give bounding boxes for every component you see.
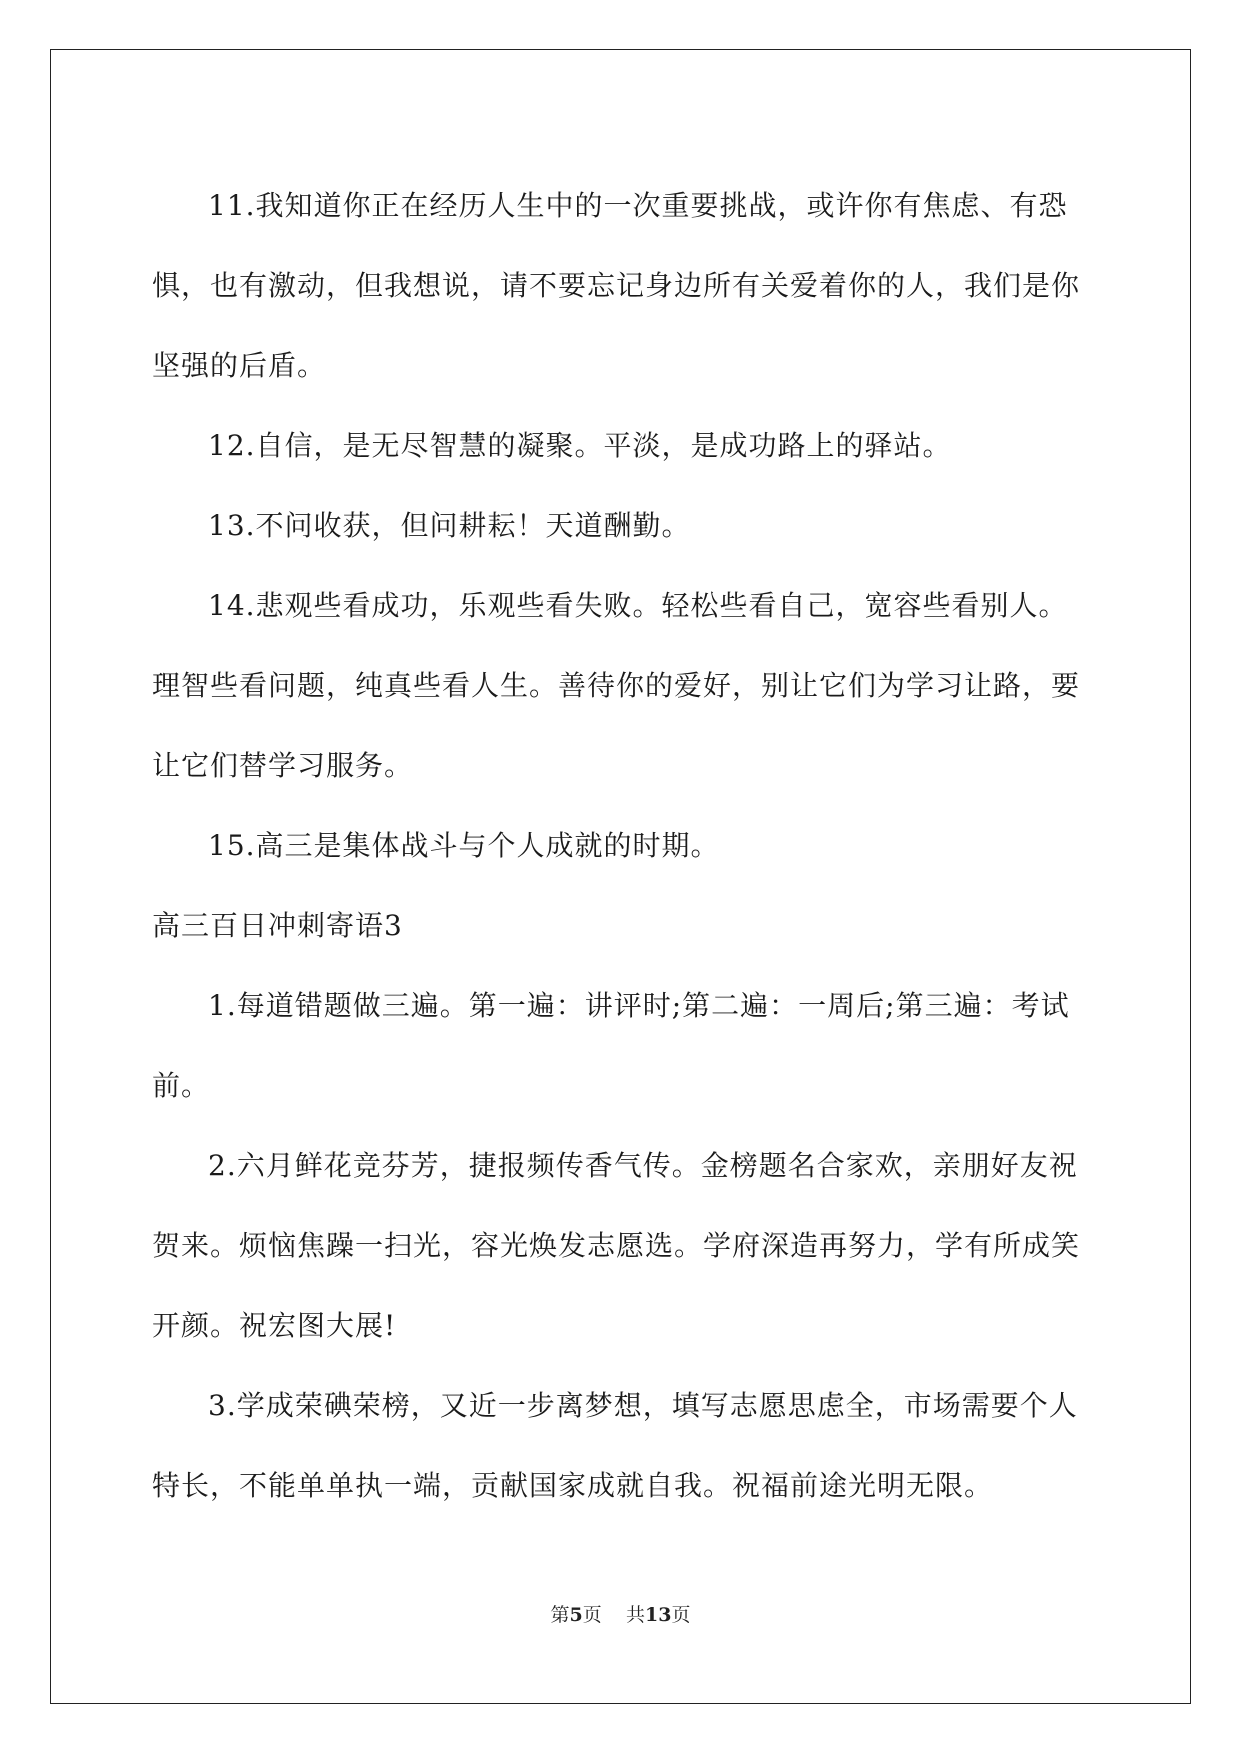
footer-current-page: 5 (569, 1604, 583, 1626)
section-paragraph-3: 3.学成荣碘荣榜，又近一步离梦想，填写志愿思虑全，市场需要个人特长，不能单单执一端，贡献国家成就自我。祝福前途光明无限。 (152, 1389, 1078, 1502)
footer-page-unit: 页 (582, 1604, 602, 1626)
page-footer (0, 1602, 1241, 1628)
footer-total-prefix: 共 (625, 1604, 645, 1626)
footer-prefix: 第 (550, 1604, 570, 1626)
paragraph-15: 15.高三是集体战斗与个人成就的时期。 (208, 829, 720, 862)
paragraph-14: 14.悲观些看成功，乐观些看失败。轻松些看自己，宽容些看别人。理智些看问题，纯真些看人生。善待你的爱好，别让它们为学习让路，要让它们替学习服务。 (152, 589, 1081, 782)
section-paragraph-2: 2.六月鲜花竞芬芳，捷报频传香气传。金榜题名合家欢，亲朋好友祝贺来。烦恼焦躁一扫光，容光焕发志愿选。学府深造再努力，学有所成笑开颜。祝宏图大展! (152, 1149, 1081, 1342)
section-heading: 高三百日冲刺寄语3 (152, 909, 403, 942)
paragraph-12: 12.自信，是无尽智慧的凝聚。平淡，是成功路上的驿站。 (208, 429, 952, 462)
paragraph-11: 11.我知道你正在经历人生中的一次重要挑战，或许你有焦虑、有恐惧，也有激动，但我想说，请不要忘记身边所有关爱着你的人，我们是你坚强的后盾。 (152, 189, 1081, 382)
footer-total-pages: 13 (644, 1604, 672, 1626)
paragraph-13: 13.不问收获，但问耕耘！天道酬勤。 (208, 509, 691, 542)
section-paragraph-1: 1.每道错题做三遍。第一遍：讲评时;第二遍：一周后;第三遍：考试前。 (152, 989, 1070, 1102)
document-body (152, 166, 1092, 1526)
footer-total-unit: 页 (671, 1604, 691, 1626)
